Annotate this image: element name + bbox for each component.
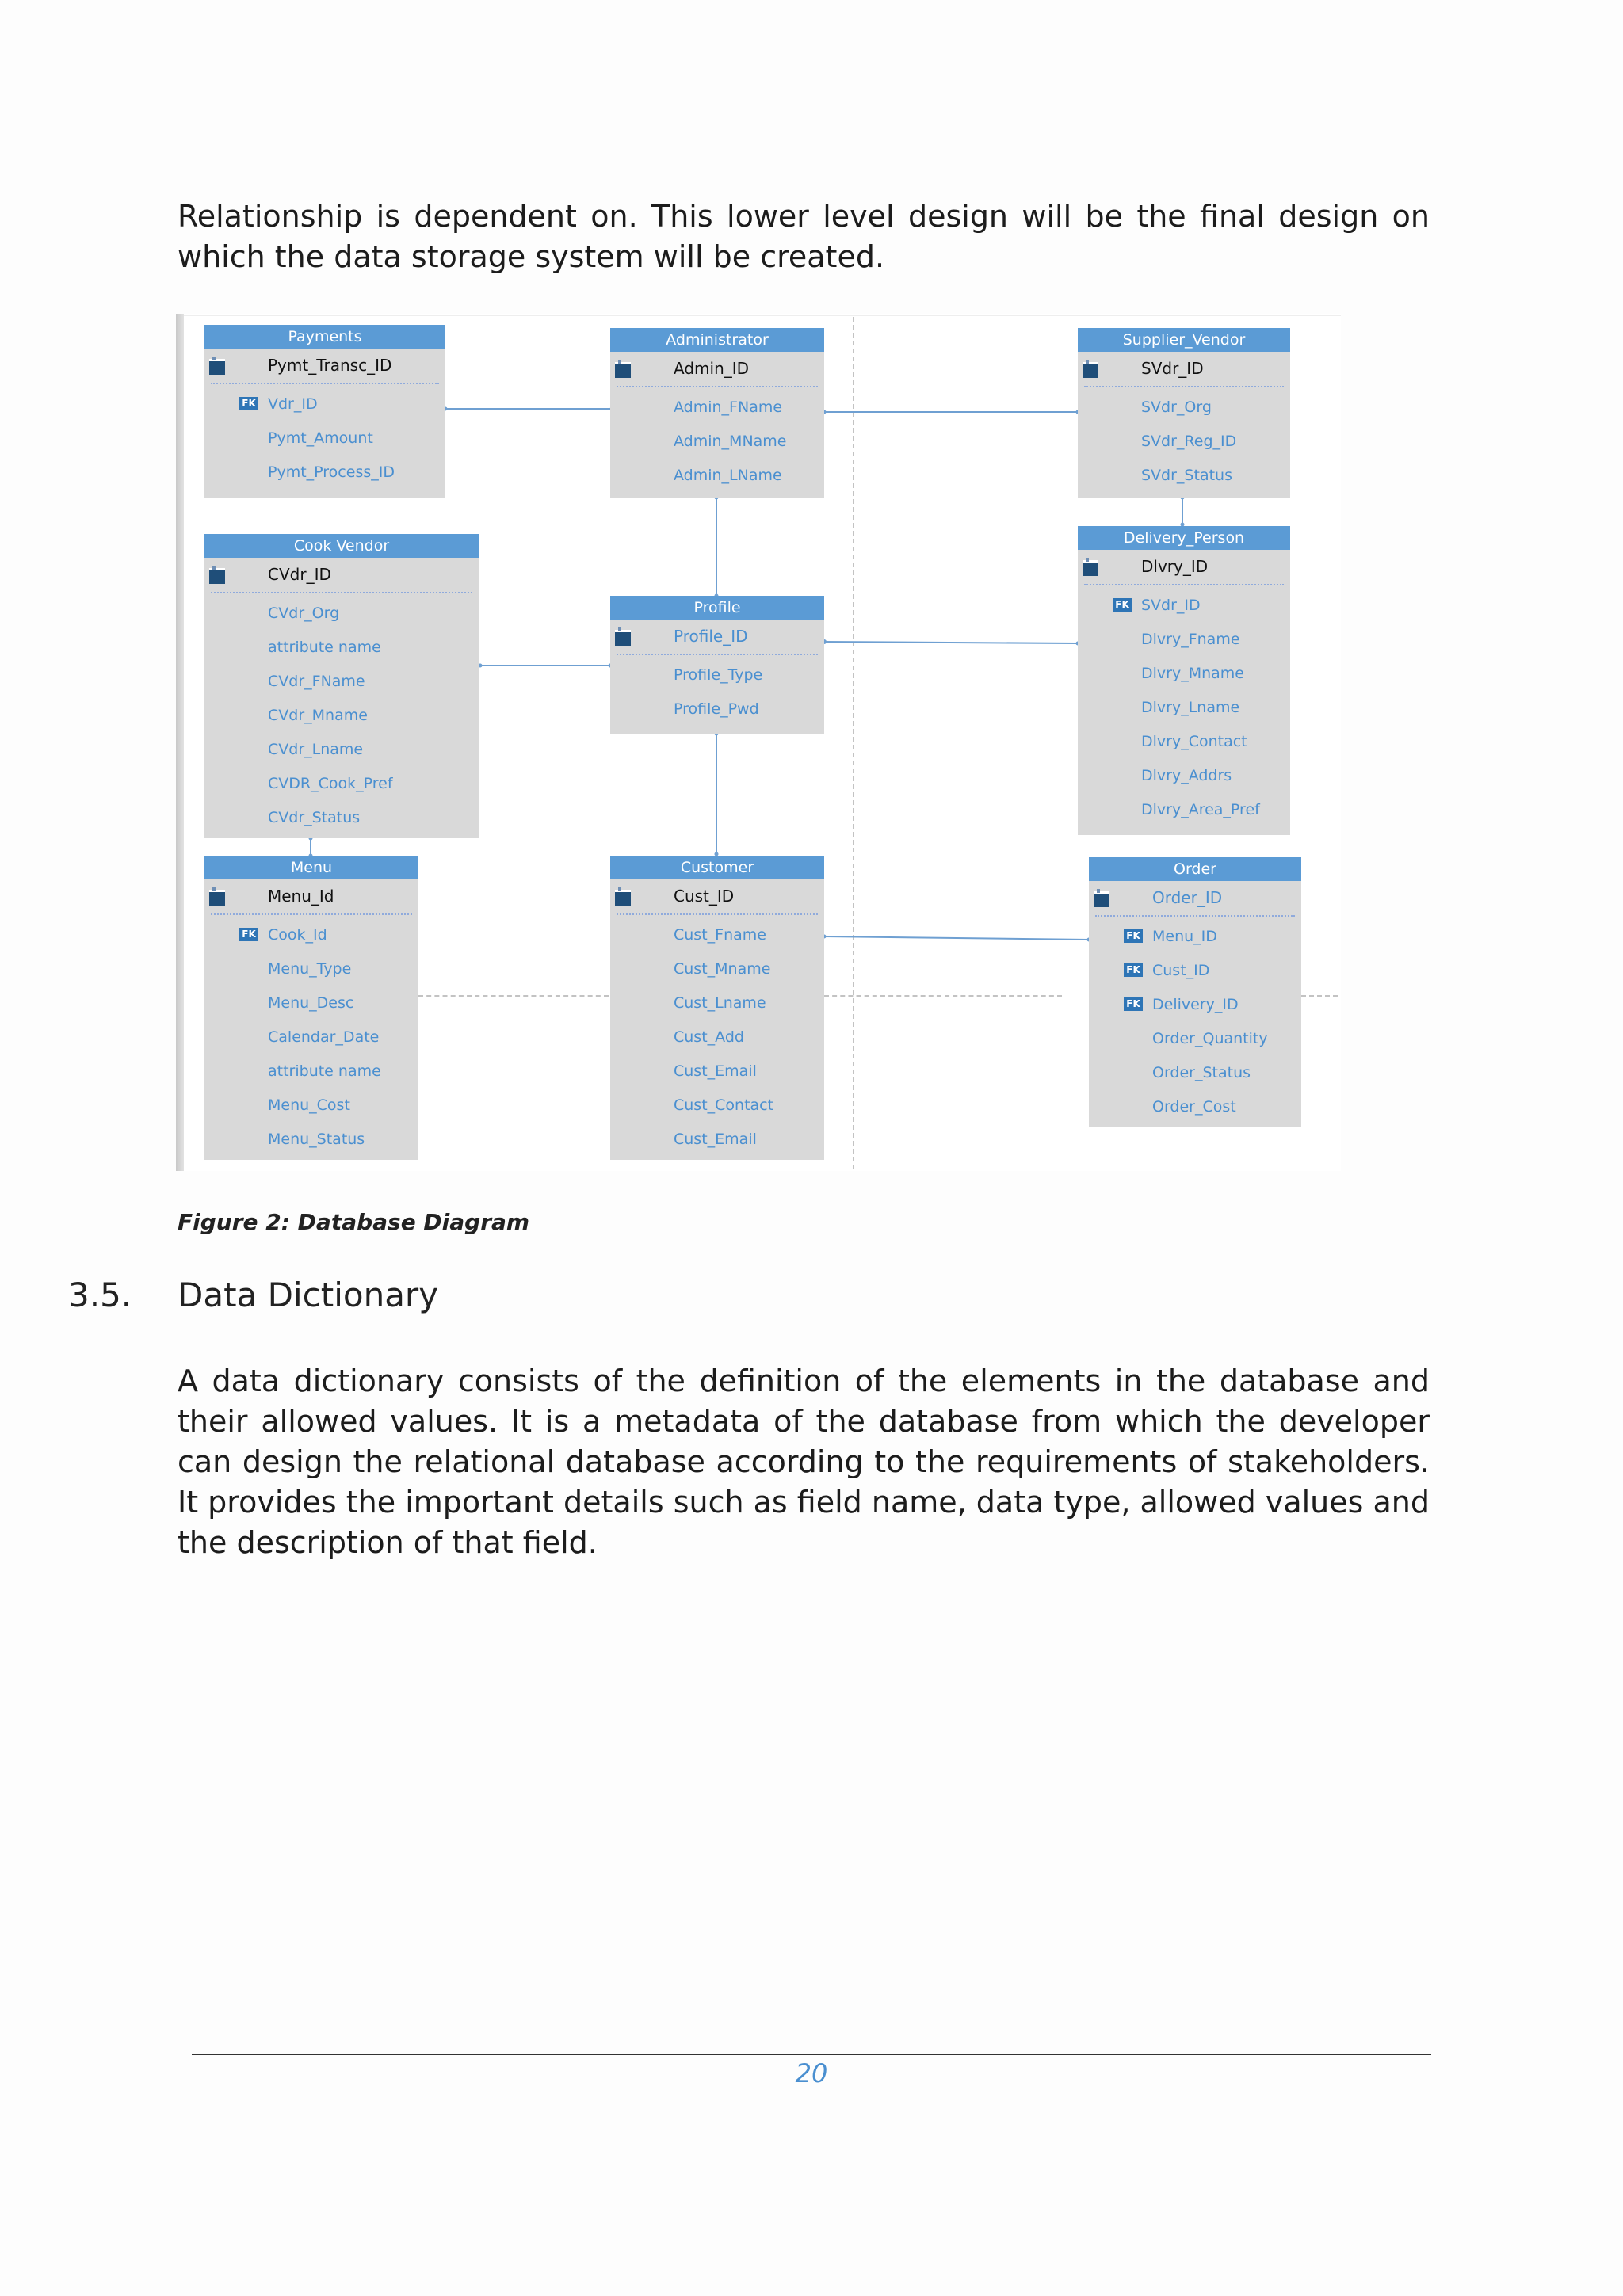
attribute-row	[204, 665, 479, 699]
attribute-row	[204, 986, 418, 1020]
attribute-row	[1078, 793, 1290, 827]
section-number: 3.5.	[68, 1276, 132, 1314]
entity-title: Administrator	[610, 328, 824, 352]
attribute-row	[1089, 920, 1301, 954]
primary-key-icon	[615, 630, 631, 646]
primary-key-icon	[1094, 891, 1109, 907]
primary-key-icon	[1083, 560, 1098, 576]
primary-key-icon	[1083, 362, 1098, 378]
attribute-row	[1089, 1056, 1301, 1090]
attribute-row	[1089, 988, 1301, 1022]
attribute-label: CVdr_Lname	[268, 741, 364, 758]
attribute-label: CVdr_Mname	[268, 707, 368, 724]
relationship-profile-delivery	[824, 642, 1078, 643]
primary-key-row	[610, 352, 824, 386]
attribute-label: SVdr_Org	[1141, 399, 1212, 416]
primary-key-row	[1078, 550, 1290, 584]
entity-title: Cook Vendor	[204, 534, 479, 558]
foreign-key-icon: FK	[1113, 598, 1132, 612]
attribute-label: Admin_FName	[674, 399, 783, 416]
key-separator	[617, 913, 818, 915]
primary-key-row	[1089, 881, 1301, 915]
attribute-row	[204, 421, 445, 456]
attribute-label: Dlvry_Fname	[1141, 631, 1240, 648]
primary-key-row	[204, 879, 418, 913]
attribute-label: Dlvry_Lname	[1141, 699, 1240, 716]
attribute-label: CVdr_FName	[268, 673, 365, 690]
primary-key-row	[610, 879, 824, 913]
primary-key-label: Admin_ID	[674, 359, 750, 378]
key-separator	[211, 383, 439, 384]
attribute-label: Dlvry_Contact	[1141, 733, 1247, 750]
attribute-label: attribute name	[268, 1062, 381, 1080]
attribute-row	[204, 801, 479, 835]
foreign-key-icon: FK	[1124, 963, 1143, 977]
key-separator	[1095, 915, 1295, 917]
attribute-label: Delivery_ID	[1152, 996, 1239, 1013]
page-number: 20	[795, 2058, 828, 2088]
attribute-row	[610, 918, 824, 952]
attribute-row	[610, 986, 824, 1020]
primary-key-label: Order_ID	[1152, 888, 1223, 907]
attribute-label: Cust_Lname	[674, 994, 766, 1012]
entity-profile[interactable]	[610, 596, 824, 734]
attribute-row	[204, 597, 479, 631]
attribute-row	[1078, 725, 1290, 759]
entity-title: Payments	[204, 325, 445, 349]
attribute-row	[204, 733, 479, 767]
attribute-row	[1078, 459, 1290, 493]
relationship-customer-order	[824, 936, 1089, 940]
attribute-row	[1078, 425, 1290, 459]
attribute-row	[610, 1055, 824, 1089]
attribute-row	[204, 456, 445, 490]
attribute-row	[610, 459, 824, 493]
entity-cook-vendor[interactable]	[204, 534, 479, 838]
attribute-label: SVdr_Reg_ID	[1141, 433, 1237, 450]
foreign-key-icon: FK	[1124, 997, 1143, 1011]
attribute-label: attribute name	[268, 639, 381, 656]
attribute-row	[1078, 691, 1290, 725]
primary-key-icon	[209, 890, 225, 906]
attribute-label: Cust_ID	[1152, 962, 1210, 979]
attribute-row	[1078, 657, 1290, 691]
attribute-row	[610, 692, 824, 727]
attribute-row	[610, 391, 824, 425]
attribute-label: Menu_Type	[268, 960, 352, 978]
attribute-label: Order_Cost	[1152, 1098, 1236, 1116]
primary-key-icon	[615, 890, 631, 906]
attribute-label: Menu_ID	[1152, 928, 1217, 945]
attribute-label: Cook_Id	[268, 926, 327, 944]
attribute-row	[610, 658, 824, 692]
attribute-label: Pymt_Process_ID	[268, 463, 395, 481]
primary-key-label: Pymt_Transc_ID	[268, 356, 392, 375]
connector-dot	[479, 664, 483, 668]
key-separator	[211, 592, 472, 593]
attribute-row	[204, 631, 479, 665]
entity-title: Delivery_Person	[1078, 526, 1290, 550]
attribute-row	[204, 1089, 418, 1123]
attribute-label: Order_Quantity	[1152, 1030, 1268, 1047]
attribute-label: CVdr_Status	[268, 809, 361, 826]
key-separator	[1084, 386, 1284, 387]
primary-key-label: Menu_Id	[268, 887, 334, 906]
figure-caption: Figure 2: Database Diagram	[178, 1209, 530, 1235]
attribute-label: CVdr_Org	[268, 605, 340, 622]
attribute-row	[1089, 1090, 1301, 1124]
entity-title: Profile	[610, 596, 824, 620]
attribute-row	[204, 1020, 418, 1055]
entity-administrator[interactable]	[610, 328, 824, 498]
entity-title: Order	[1089, 857, 1301, 881]
attribute-row	[610, 1020, 824, 1055]
section-title: Data Dictionary	[178, 1276, 439, 1314]
footer-rule	[192, 2054, 1431, 2055]
attribute-row	[1089, 954, 1301, 988]
attribute-label: Menu_Cost	[268, 1097, 350, 1114]
attribute-row	[1089, 1022, 1301, 1056]
entity-title: Menu	[204, 856, 418, 879]
attribute-label: Cust_Email	[674, 1062, 757, 1080]
attribute-label: CVDR_Cook_Pref	[268, 775, 393, 792]
attribute-row	[204, 918, 418, 952]
data-dictionary-paragraph: A data dictionary consists of the definition of the elements in the database and their allowed values. It is a metadata of the database from which the developer can design the relational database according to the requirements of stakeholders. It provides the important details such as field name, data type, allowed values and the description of that field.	[178, 1363, 1430, 1560]
database-diagram	[176, 314, 1341, 1171]
attribute-row	[610, 1123, 824, 1157]
attribute-label: Admin_MName	[674, 433, 787, 450]
attribute-label: Menu_Status	[268, 1131, 365, 1148]
entity-delivery-person[interactable]	[1078, 526, 1290, 835]
attribute-label: Pymt_Amount	[268, 429, 373, 447]
attribute-label: Profile_Type	[674, 666, 763, 684]
attribute-row	[1078, 391, 1290, 425]
attribute-row	[204, 952, 418, 986]
primary-key-label: SVdr_ID	[1141, 359, 1204, 378]
primary-key-label: CVdr_ID	[268, 565, 331, 584]
attribute-label: Cust_Add	[674, 1028, 744, 1046]
entity-order[interactable]	[1089, 857, 1301, 1127]
attribute-row	[610, 952, 824, 986]
primary-key-row	[1078, 352, 1290, 386]
attribute-label: Dlvry_Mname	[1141, 665, 1244, 682]
primary-key-label: Dlvry_ID	[1141, 557, 1209, 576]
attribute-label: Calendar_Date	[268, 1028, 380, 1046]
primary-key-icon	[209, 359, 225, 375]
attribute-row	[204, 387, 445, 421]
attribute-label: Admin_LName	[674, 467, 782, 484]
attribute-row	[1078, 759, 1290, 793]
attribute-label: Cust_Fname	[674, 926, 766, 944]
attribute-label: Cust_Contact	[674, 1097, 774, 1114]
intro-paragraph: Relationship is dependent on. This lower level design will be the final design on which the data storage system will be created.	[178, 199, 1430, 274]
entity-customer[interactable]	[610, 856, 824, 1160]
primary-key-label: Profile_ID	[674, 627, 748, 646]
attribute-label: Profile_Pwd	[674, 700, 759, 718]
attribute-label: SVdr_ID	[1141, 597, 1201, 614]
foreign-key-icon: FK	[1124, 929, 1143, 943]
entity-supplier-vendor[interactable]	[1078, 328, 1290, 498]
attribute-label: Cust_Mname	[674, 960, 771, 978]
attribute-row	[610, 1089, 824, 1123]
attribute-row	[204, 1055, 418, 1089]
attribute-row	[204, 1123, 418, 1157]
key-separator	[211, 913, 412, 915]
primary-key-icon	[615, 362, 631, 378]
entity-menu[interactable]	[204, 856, 418, 1160]
entity-title: Supplier_Vendor	[1078, 328, 1290, 352]
primary-key-row	[204, 558, 479, 592]
attribute-label: Cust_Email	[674, 1131, 757, 1148]
key-separator	[617, 386, 818, 387]
primary-key-row	[610, 620, 824, 654]
entity-payments[interactable]	[204, 325, 445, 498]
attribute-row	[610, 425, 824, 459]
primary-key-label: Cust_ID	[674, 887, 735, 906]
key-separator	[1084, 584, 1284, 585]
primary-key-icon	[209, 568, 225, 584]
attribute-label: Vdr_ID	[268, 395, 318, 413]
entity-title: Customer	[610, 856, 824, 879]
attribute-label: Dlvry_Addrs	[1141, 767, 1232, 784]
attribute-label: SVdr_Status	[1141, 467, 1232, 484]
attribute-row	[1078, 623, 1290, 657]
key-separator	[617, 654, 818, 655]
foreign-key-icon: FK	[239, 928, 258, 941]
attribute-row	[204, 699, 479, 733]
attribute-label: Order_Status	[1152, 1064, 1251, 1081]
primary-key-row	[204, 349, 445, 383]
attribute-row	[204, 767, 479, 801]
attribute-row	[1078, 589, 1290, 623]
foreign-key-icon: FK	[239, 397, 258, 410]
attribute-label: Menu_Desc	[268, 994, 354, 1012]
attribute-label: Dlvry_Area_Pref	[1141, 801, 1260, 818]
